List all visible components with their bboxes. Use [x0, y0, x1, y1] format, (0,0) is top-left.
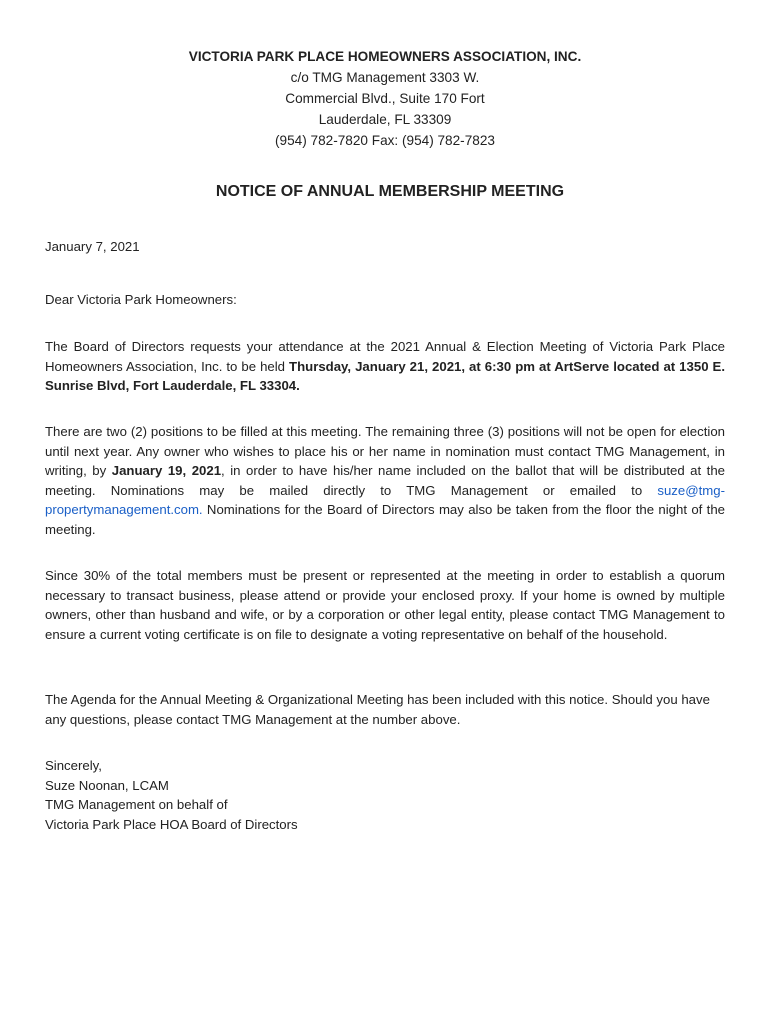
paragraph-quorum: Since 30% of the total members must be present or represented at the meeting in order to establish a quorum necessary to transact business, please attend or provide your enclosed proxy. If your home is owned by multiple owners, other than husband and wife, or by a corporation or other legal entity, please contact TMG Management to ensure a current voting certificate is on file to designate a voting representative on behalf of the household.	[45, 568, 725, 642]
paragraph-nominations	[45, 422, 725, 540]
phone-fax: (954) 782-7820 Fax: (954) 782-7823	[275, 133, 495, 148]
association-name: VICTORIA PARK PLACE HOMEOWNERS ASSOCIATION, INC.	[188, 49, 582, 64]
signer-company: TMG Management on behalf of	[45, 797, 228, 813]
nomination-deadline: January 19, 2021	[111, 463, 222, 479]
signature-block	[45, 756, 725, 834]
nominations-text-c: Nominations for the Board of Directors may also be taken from the floor the night of the meeting.	[45, 502, 725, 537]
address-line-3: Lauderdale, FL 33309	[318, 112, 452, 127]
signer-name: Suze Noonan, LCAM	[45, 777, 169, 793]
meeting-date-location: Thursday, January 21, 2021, at 6:30 pm at ArtServe located at 1350 E. Sunrise Blvd, Fort Lauderdale, FL 33304.	[45, 358, 725, 394]
salutation: Dear Victoria Park Homeowners:	[45, 292, 237, 307]
paragraph-agenda: The Agenda for the Annual Meeting & Organizational Meeting has been included with this notice. Should you have any questions, please contact TMG Management at the number above.	[45, 692, 710, 727]
nominations-text-b: , in order to have his/her name included on the ballot that will be distributed at the meeting. Nominations may be mailed directly to TMG Management or emailed to	[45, 463, 726, 498]
paragraph-meeting-details	[45, 337, 725, 396]
letter-date: January 7, 2021	[45, 239, 140, 254]
nominations-text-a: There are two (2) positions to be filled at this meeting. The remaining three (3) positions will not be open for election until next year. Any owner who wishes to place his or her name in nomination must contact TMG Management, in writing, by	[45, 424, 725, 479]
email-link[interactable]: suze@tmg-propertymanagement.com.	[45, 482, 725, 518]
meeting-intro-text: The Board of Directors requests your attendance at the 2021 Annual & Election Meeting of Victoria Park Place Homeowners Association, Inc. to be held	[45, 339, 725, 374]
notice-title: NOTICE OF ANNUAL MEMBERSHIP MEETING	[215, 183, 565, 200]
address-line-2: Commercial Blvd., Suite 170 Fort	[285, 91, 485, 106]
letterhead	[0, 46, 770, 151]
closing: Sincerely,	[45, 758, 102, 773]
address-line-1: c/o TMG Management 3303 W.	[290, 70, 480, 85]
signer-board: Victoria Park Place HOA Board of Directors	[45, 816, 298, 832]
